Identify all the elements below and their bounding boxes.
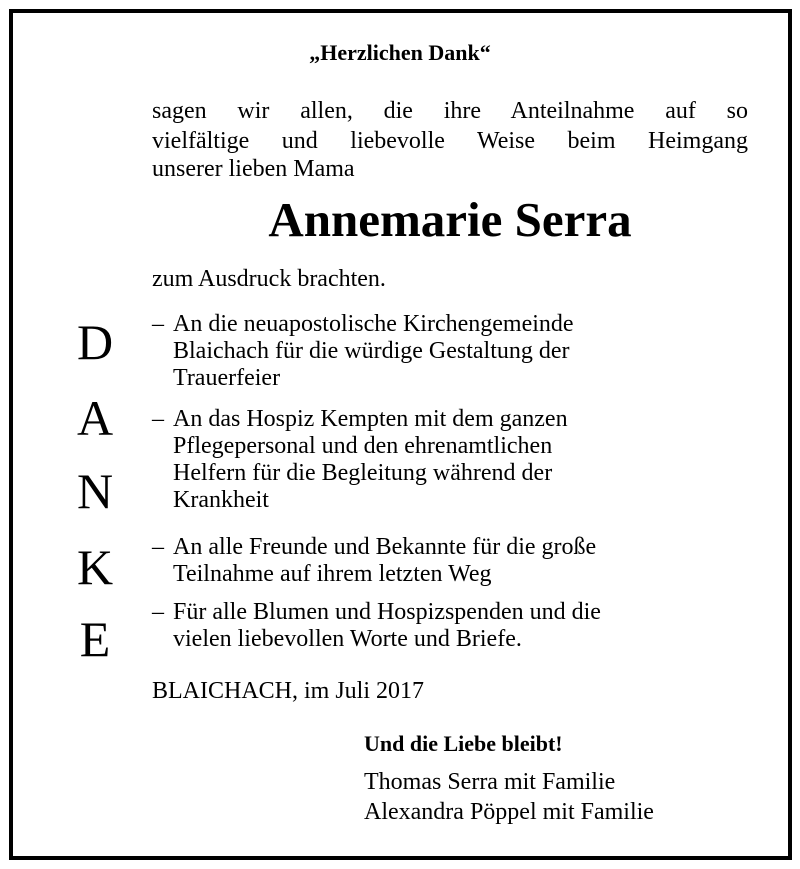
intro-line: unserer lieben Mama <box>152 156 355 182</box>
intro-line: sagen wir allen, die ihre Anteilnahme auf so <box>152 98 748 124</box>
thanks-line: Krankheit <box>173 487 269 513</box>
thanks-line: Teilnahme auf ihrem letzten Weg <box>173 561 492 587</box>
danke-letter: N <box>76 463 114 519</box>
thanks-line: – An alle Freunde und Bekannte für die große <box>152 534 597 560</box>
danke-letter: E <box>79 611 111 667</box>
thanks-line: – An die neuapostolische Kirchengemeinde <box>152 311 574 337</box>
dash-mark: – <box>152 311 164 337</box>
thanks-line: Pflegepersonal und den ehrenamtlichen <box>173 433 553 459</box>
thanks-line: Helfern für die Begleitung während der <box>173 460 553 486</box>
danke-letter: A <box>76 390 114 446</box>
thanks-line: – An das Hospiz Kempten mit dem ganzen <box>152 406 568 432</box>
thanks-line: Blaichach für die würdige Gestaltung der <box>173 338 570 364</box>
thanks-line: Trauerfeier <box>173 365 281 391</box>
danke-letter: D <box>76 314 114 370</box>
motto: Und die Liebe bleibt! <box>364 731 563 756</box>
signer: Alexandra Pöppel mit Familie <box>364 799 654 825</box>
dash-mark: – <box>152 599 164 625</box>
thanks-item <box>152 406 752 514</box>
dash-mark: – <box>152 534 164 560</box>
danke-letter: K <box>76 539 114 595</box>
signer: Thomas Serra mit Familie <box>364 769 616 795</box>
intro-line: vielfältige und liebevolle Weise beim Heimgang <box>152 128 748 154</box>
thanks-item <box>152 311 752 392</box>
notice-heading: „Herzlichen Dank“ <box>309 40 491 65</box>
thanks-item <box>152 599 752 653</box>
thanks-item <box>152 534 752 588</box>
place-date: BLAICHACH, im Juli 2017 <box>152 678 425 704</box>
thanks-line: vielen liebevollen Worte und Briefe. <box>173 626 522 652</box>
dash-mark: – <box>152 406 164 432</box>
intro-closing: zum Ausdruck brachten. <box>152 266 386 292</box>
deceased-name: Annemarie Serra <box>268 192 632 247</box>
thanks-line: – Für alle Blumen und Hospizspenden und die <box>152 599 601 625</box>
